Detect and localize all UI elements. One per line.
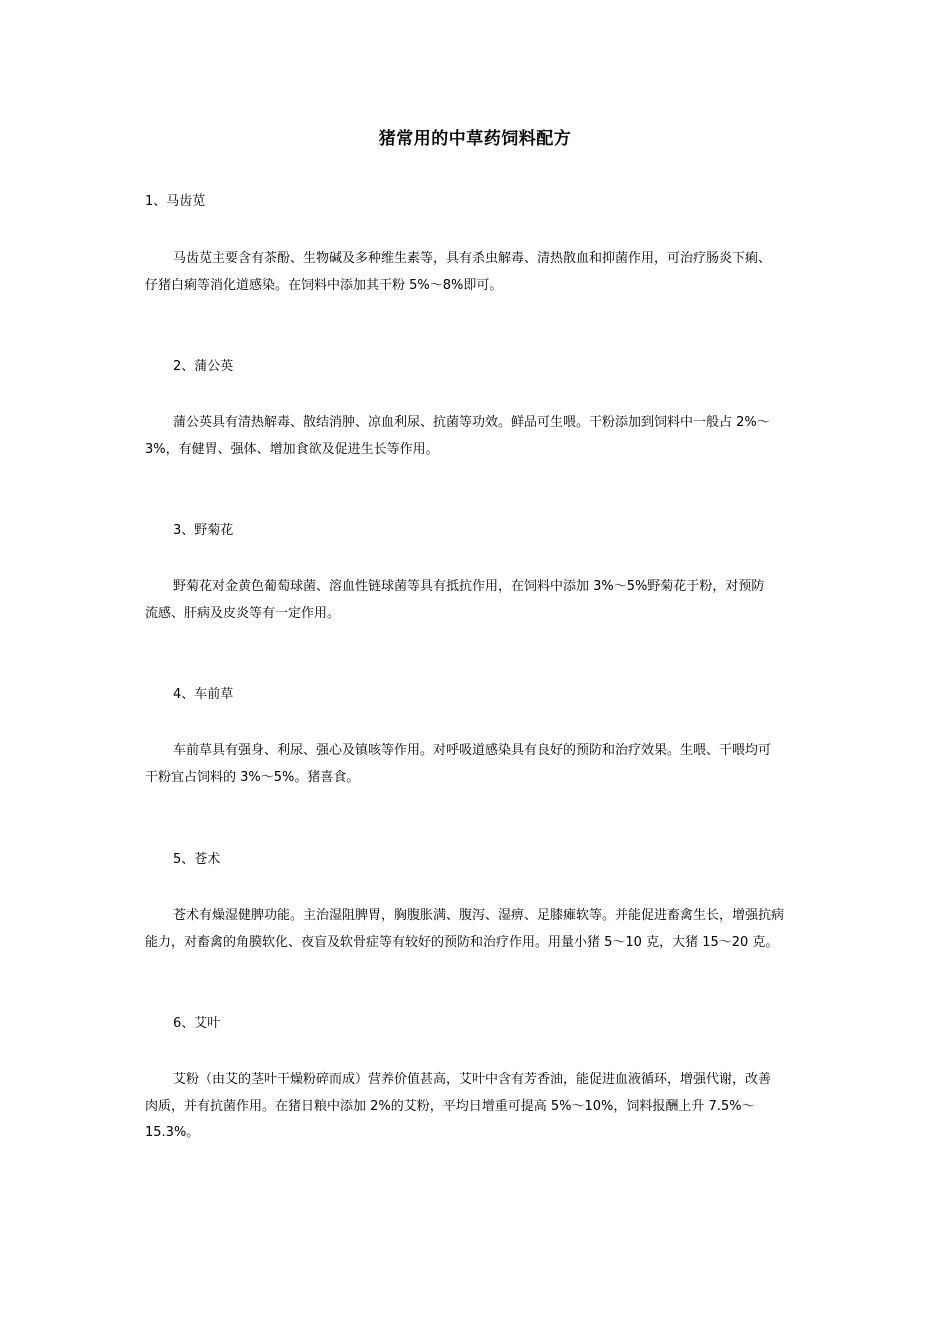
section-paragraph-4 — [145, 738, 810, 791]
paragraph-line: 15.3%。 — [145, 1125, 200, 1141]
section-heading-2: 2、蒲公英 — [173, 359, 234, 374]
paragraph-line: 野菊花对金黄色葡萄球菌、溶血性链球菌等具有抵抗作用，在饲料中添加 3%～5%野菊花于粉，对预防 — [173, 579, 765, 594]
section-heading-4: 4、车前草 — [173, 687, 234, 702]
section-heading-6: 6、艾叶 — [173, 1016, 221, 1031]
paragraph-line: 苍术有燥湿健脾功能。主治湿阻脾胃，胸腹胀满、腹泻、湿痹、足膝瘫软等。并能促进畜禽生长，增强抗病 — [173, 908, 785, 923]
paragraph-line: 3%，有健胃、强体、增加食欲及促进生长等作用。 — [145, 441, 439, 457]
paragraph-line: 仔猪白痢等消化道感染。在饲料中添加其干粉 5%～8%即可。 — [145, 277, 503, 293]
section-paragraph-2 — [145, 410, 810, 463]
paragraph-line: 干粉宜占饲料的 3%～5%。猪喜食。 — [145, 769, 360, 785]
section-paragraph-6 — [145, 1067, 810, 1147]
paragraph-line: 车前草具有强身、利尿、强心及镇咳等作用。对呼吸道感染具有良好的预防和治疗效果。生喂、干喂均可 — [173, 743, 772, 758]
section-heading-3: 3、野菊花 — [173, 523, 234, 538]
paragraph-line: 马齿苋主要含有茶酚、生物碱及多种维生素等，具有杀虫解毒、清热散血和抑菌作用，可治疗肠炎下痢、 — [173, 251, 772, 266]
section-paragraph-5 — [145, 903, 810, 956]
paragraph-line: 流感、肝病及皮炎等有一定作用。 — [145, 605, 341, 621]
section-heading-5: 5、苍术 — [173, 852, 221, 867]
document-title: 猪常用的中草药饲料配方 — [378, 129, 572, 149]
paragraph-line: 能力，对畜禽的角膜软化、夜盲及软骨症等有较好的预防和治疗作用。用量小猪 5～10 克，大猪 15～20 克。 — [145, 934, 779, 950]
paragraph-line: 肉质，并有抗菌作用。在猪日粮中添加 2%的艾粉，平均日增重可提高 5%～10%，饲料报酬上升 7.5%～ — [145, 1098, 755, 1114]
paragraph-line: 艾粉（由艾的茎叶干燥粉碎而成）营养价值甚高，艾叶中含有芳香油，能促进血液循环，增强代谢，改善 — [173, 1072, 772, 1087]
section-paragraph-1 — [145, 246, 810, 299]
section-heading-1: 1、马齿苋 — [145, 194, 206, 209]
section-paragraph-3 — [145, 574, 810, 627]
paragraph-line: 蒲公英具有清热解毒、散结消肿、凉血利尿、抗菌等功效。鲜品可生喂。干粉添加到饲料中一般占 2%～ — [173, 415, 770, 430]
